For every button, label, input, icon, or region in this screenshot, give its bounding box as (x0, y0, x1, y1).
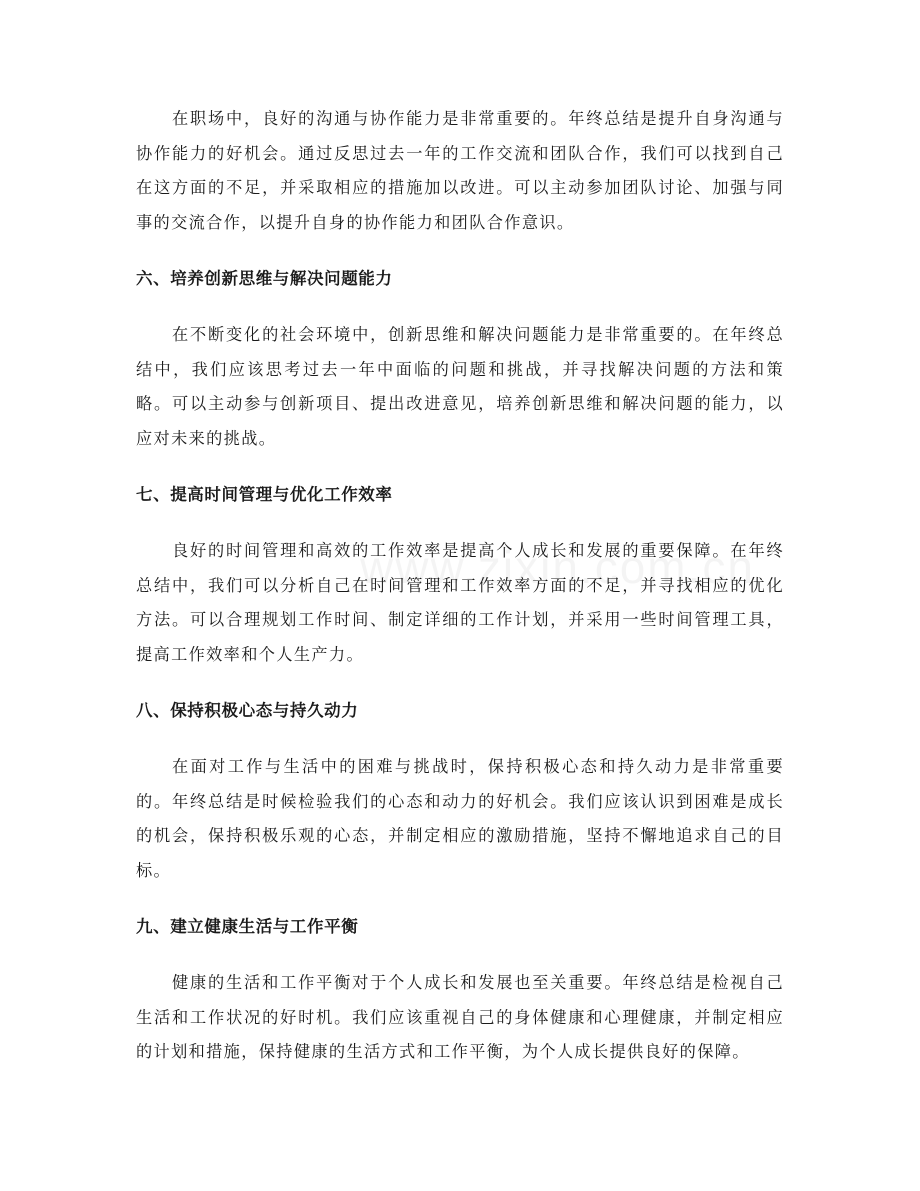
section-heading: 八、保持积极心态与持久动力 (136, 701, 359, 720)
section-paragraph: 良好的时间管理和高效的工作效率是提高个人成长和发展的重要保障。在年终总结中，我们可以分析自己在时间管理和工作效率方面的不足，并寻找相应的优化方法。可以合理规划工作时间、制定详细的工作计划，并采用一些时间管理工具，提高工作效率和个人生产力。 (136, 541, 784, 664)
spacer (136, 888, 784, 910)
section-heading: 七、提高时间管理与优化工作效率 (136, 485, 393, 504)
spacer (136, 512, 784, 534)
section-7 (136, 478, 784, 694)
section-6 (136, 262, 784, 478)
document-body (136, 102, 784, 1070)
section-8 (136, 694, 784, 910)
section-paragraph: 健康的生活和工作平衡对于个人成长和发展也至关重要。年终总结是检视自己生活和工作状况的好时机。我们应该重视自己的身体健康和心理健康，并制定相应的计划和措施，保持健康的生活方式和工作平衡，为个人成长提供良好的保障。 (136, 973, 784, 1061)
spacer (136, 728, 784, 750)
section-paragraph: 在不断变化的社会环境中，创新思维和解决问题能力是非常重要的。在年终总结中，我们应该思考过去一年中面临的问题和挑战，并寻找解决问题的方法和策略。可以主动参与创新项目、提出改进意见，培养创新思维和解决问题的能力，以应对未来的挑战。 (136, 325, 784, 448)
intro-paragraph: 在职场中，良好的沟通与协作能力是非常重要的。年终总结是提升自身沟通与协作能力的好机会。通过反思过去一年的工作交流和团队合作，我们可以找到自己在这方面的不足，并采取相应的措施加以改进。可以主动参加团队讨论、加强与同事的交流合作，以提升自身的协作能力和团队合作意识。 (136, 109, 784, 232)
spacer (136, 240, 784, 262)
spacer (136, 296, 784, 318)
section-heading: 九、建立健康生活与工作平衡 (136, 917, 359, 936)
section-heading: 六、培养创新思维与解决问题能力 (136, 269, 393, 288)
section-paragraph: 在面对工作与生活中的困难与挑战时，保持积极心态和持久动力是非常重要的。年终总结是时候检验我们的心态和动力的好机会。我们应该认识到困难是成长的机会，保持积极乐观的心态，并制定相应的激励措施，坚持不懈地追求自己的目标。 (136, 757, 784, 880)
spacer (136, 456, 784, 478)
spacer (136, 672, 784, 694)
section-9 (136, 910, 784, 1070)
spacer (136, 944, 784, 966)
